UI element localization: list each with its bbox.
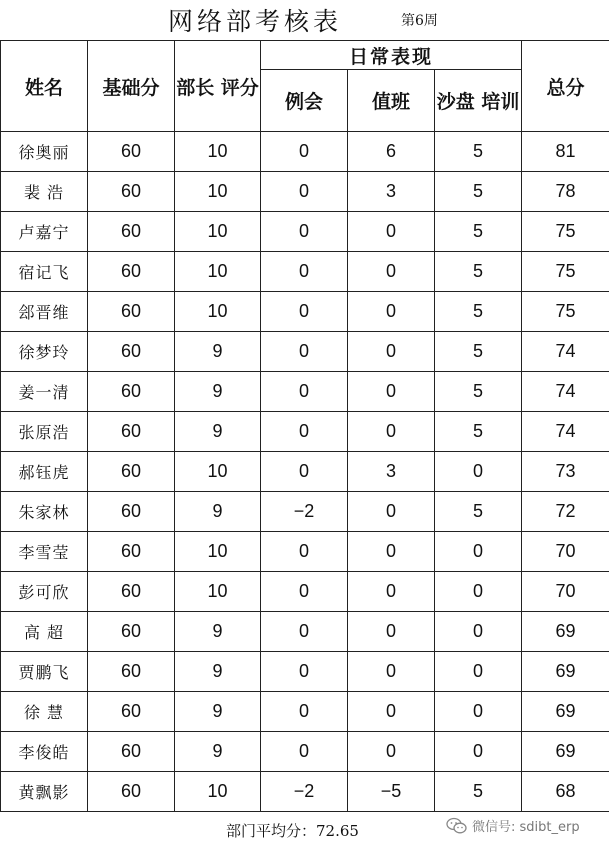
cell-name: 高 超 <box>1 612 88 652</box>
cell-name: 卢嘉宁 <box>1 212 88 252</box>
cell-total: 72 <box>522 492 609 532</box>
cell-name: 李雪莹 <box>1 532 88 572</box>
cell-leader: 10 <box>175 772 261 812</box>
cell-base: 60 <box>88 492 175 532</box>
cell-total: 78 <box>522 172 609 212</box>
cell-sandbox: 0 <box>435 572 522 612</box>
cell-leader: 10 <box>175 252 261 292</box>
cell-name: 裴 浩 <box>1 172 88 212</box>
cell-duty: 0 <box>348 412 435 452</box>
cell-leader: 10 <box>175 212 261 252</box>
cell-duty: 0 <box>348 652 435 692</box>
cell-base: 60 <box>88 332 175 372</box>
score-table <box>0 40 609 812</box>
cell-leader: 10 <box>175 292 261 332</box>
table-row <box>1 412 609 452</box>
cell-leader: 9 <box>175 372 261 412</box>
col-header-meeting: 例会 <box>261 70 348 132</box>
cell-leader: 9 <box>175 412 261 452</box>
cell-meeting: 0 <box>261 292 348 332</box>
wechat-id: 微信号: sdibt_erp <box>472 820 580 835</box>
cell-leader: 9 <box>175 492 261 532</box>
cell-duty: −5 <box>348 772 435 812</box>
cell-sandbox: 5 <box>435 132 522 172</box>
cell-base: 60 <box>88 252 175 292</box>
cell-sandbox: 0 <box>435 732 522 772</box>
cell-sandbox: 5 <box>435 252 522 292</box>
col-header-duty: 值班 <box>348 70 435 132</box>
cell-meeting: 0 <box>261 212 348 252</box>
cell-base: 60 <box>88 732 175 772</box>
cell-name: 李俊皓 <box>1 732 88 772</box>
cell-name: 徐梦玲 <box>1 332 88 372</box>
cell-meeting: −2 <box>261 492 348 532</box>
cell-name: 贾鹏飞 <box>1 652 88 692</box>
cell-total: 81 <box>522 132 609 172</box>
cell-leader: 9 <box>175 612 261 652</box>
cell-name: 彭可欣 <box>1 572 88 612</box>
table-row <box>1 252 609 292</box>
table-row <box>1 372 609 412</box>
cell-sandbox: 0 <box>435 612 522 652</box>
cell-total: 74 <box>522 332 609 372</box>
cell-leader: 10 <box>175 132 261 172</box>
cell-leader: 10 <box>175 572 261 612</box>
cell-leader: 9 <box>175 692 261 732</box>
cell-leader: 9 <box>175 332 261 372</box>
cell-meeting: 0 <box>261 732 348 772</box>
cell-duty: 0 <box>348 692 435 732</box>
cell-duty: 0 <box>348 212 435 252</box>
cell-leader: 9 <box>175 652 261 692</box>
col-header-leader: 部长 评分 <box>175 41 261 132</box>
table-row <box>1 492 609 532</box>
cell-base: 60 <box>88 132 175 172</box>
col-header-name: 姓名 <box>1 41 88 132</box>
cell-base: 60 <box>88 692 175 732</box>
cell-duty: 0 <box>348 252 435 292</box>
cell-name: 朱家林 <box>1 492 88 532</box>
cell-sandbox: 5 <box>435 412 522 452</box>
cell-base: 60 <box>88 572 175 612</box>
wechat-watermark <box>446 816 580 835</box>
cell-name: 郝钰虎 <box>1 452 88 492</box>
table-row <box>1 212 609 252</box>
average-score: 部门平均分：72.65 <box>226 822 359 840</box>
table-row <box>1 652 609 692</box>
cell-meeting: 0 <box>261 572 348 612</box>
cell-meeting: 0 <box>261 532 348 572</box>
cell-sandbox: 0 <box>435 532 522 572</box>
cell-sandbox: 0 <box>435 452 522 492</box>
cell-total: 73 <box>522 452 609 492</box>
cell-meeting: 0 <box>261 412 348 452</box>
cell-sandbox: 5 <box>435 172 522 212</box>
cell-meeting: 0 <box>261 172 348 212</box>
cell-base: 60 <box>88 612 175 652</box>
cell-duty: 0 <box>348 492 435 532</box>
wechat-icon <box>446 817 468 835</box>
cell-meeting: 0 <box>261 612 348 652</box>
cell-sandbox: 0 <box>435 692 522 732</box>
table-row <box>1 612 609 652</box>
cell-sandbox: 0 <box>435 652 522 692</box>
cell-duty: 6 <box>348 132 435 172</box>
cell-base: 60 <box>88 412 175 452</box>
cell-meeting: 0 <box>261 692 348 732</box>
table-body <box>1 132 609 812</box>
cell-base: 60 <box>88 652 175 692</box>
cell-total: 70 <box>522 572 609 612</box>
table-row <box>1 732 609 772</box>
cell-leader: 9 <box>175 732 261 772</box>
cell-sandbox: 5 <box>435 292 522 332</box>
cell-leader: 10 <box>175 532 261 572</box>
cell-base: 60 <box>88 212 175 252</box>
table-row <box>1 772 609 812</box>
cell-total: 69 <box>522 732 609 772</box>
cell-base: 60 <box>88 452 175 492</box>
table-row <box>1 692 609 732</box>
col-header-total: 总分 <box>522 41 609 132</box>
cell-sandbox: 5 <box>435 492 522 532</box>
cell-leader: 10 <box>175 172 261 212</box>
col-header-sandbox: 沙盘 培训 <box>435 70 522 132</box>
cell-meeting: 0 <box>261 652 348 692</box>
table-row <box>1 572 609 612</box>
cell-total: 68 <box>522 772 609 812</box>
cell-meeting: 0 <box>261 332 348 372</box>
cell-meeting: 0 <box>261 372 348 412</box>
cell-total: 75 <box>522 212 609 252</box>
cell-name: 宿记飞 <box>1 252 88 292</box>
table-row <box>1 532 609 572</box>
cell-meeting: −2 <box>261 772 348 812</box>
cell-base: 60 <box>88 172 175 212</box>
cell-meeting: 0 <box>261 452 348 492</box>
cell-duty: 0 <box>348 292 435 332</box>
cell-total: 74 <box>522 412 609 452</box>
cell-duty: 0 <box>348 332 435 372</box>
cell-name: 徐奥丽 <box>1 132 88 172</box>
cell-sandbox: 5 <box>435 212 522 252</box>
cell-sandbox: 5 <box>435 332 522 372</box>
cell-total: 74 <box>522 372 609 412</box>
cell-total: 75 <box>522 252 609 292</box>
cell-duty: 3 <box>348 172 435 212</box>
col-header-daily-group: 日常表现 <box>261 41 522 70</box>
cell-duty: 3 <box>348 452 435 492</box>
cell-leader: 10 <box>175 452 261 492</box>
cell-duty: 0 <box>348 372 435 412</box>
cell-name: 姜一清 <box>1 372 88 412</box>
cell-duty: 0 <box>348 532 435 572</box>
cell-name: 黄飘影 <box>1 772 88 812</box>
cell-duty: 0 <box>348 732 435 772</box>
cell-name: 郐晋维 <box>1 292 88 332</box>
table-row <box>1 172 609 212</box>
cell-duty: 0 <box>348 572 435 612</box>
cell-total: 69 <box>522 652 609 692</box>
cell-total: 75 <box>522 292 609 332</box>
cell-base: 60 <box>88 372 175 412</box>
cell-sandbox: 5 <box>435 372 522 412</box>
table-row <box>1 292 609 332</box>
cell-total: 70 <box>522 532 609 572</box>
cell-base: 60 <box>88 532 175 572</box>
table-row <box>1 332 609 372</box>
cell-name: 徐 慧 <box>1 692 88 732</box>
week-label: 第6周 <box>401 13 438 29</box>
cell-total: 69 <box>522 612 609 652</box>
cell-name: 张原浩 <box>1 412 88 452</box>
table-row <box>1 132 609 172</box>
cell-sandbox: 5 <box>435 772 522 812</box>
table-header <box>1 41 609 132</box>
table-row <box>1 452 609 492</box>
page-title: 网络部考核表 <box>168 7 343 36</box>
title-bar <box>0 0 609 40</box>
cell-total: 69 <box>522 692 609 732</box>
col-header-base: 基础分 <box>88 41 175 132</box>
cell-duty: 0 <box>348 612 435 652</box>
cell-base: 60 <box>88 292 175 332</box>
cell-meeting: 0 <box>261 252 348 292</box>
cell-meeting: 0 <box>261 132 348 172</box>
cell-base: 60 <box>88 772 175 812</box>
